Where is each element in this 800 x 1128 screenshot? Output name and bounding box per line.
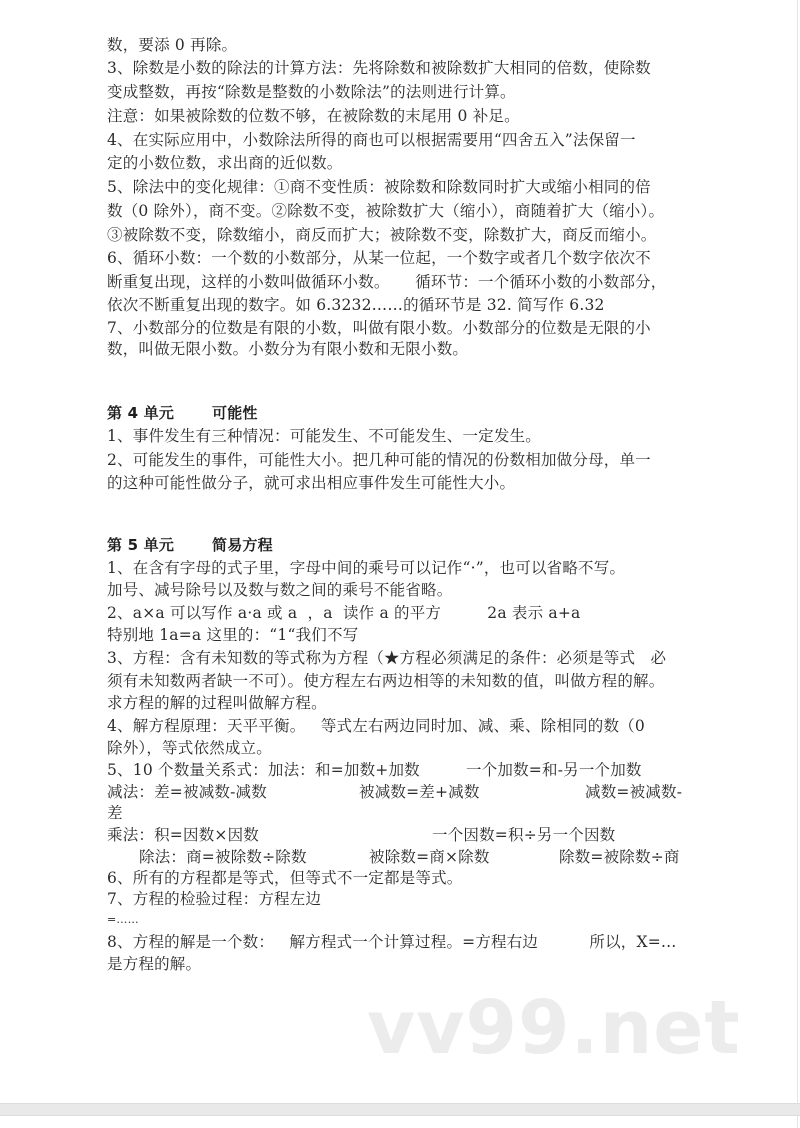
- text-line: 是方程的解。: [107, 955, 202, 973]
- relation-sub-3: 减数=被减数-: [585, 783, 683, 801]
- relation-mul-1: 乘法：积=因数×因数: [107, 826, 259, 844]
- next-page-top: [0, 1116, 798, 1128]
- text-line: 断重复出现，这样的小数叫做循环小数。 循环节：一个循环小数的小数部分，: [107, 273, 667, 291]
- relation-div-2: 被除数=商×除数: [369, 848, 490, 866]
- text-line: 4、在实际应用中，小数除法所得的商也可以根据需要用“四舍五入”法保留一: [107, 131, 636, 149]
- watermark: vv99.net: [367, 985, 741, 1071]
- relation-sub-2: 被减数=差+减数: [359, 783, 480, 801]
- relation-sub-3-wrap: 差: [107, 804, 123, 822]
- text-line: 2、可能发生的事件，可能性大小。把几种可能的情况的份数相加做分母，单一: [107, 451, 651, 469]
- text-line: ③被除数不变，除数缩小，商反而扩大；被除数不变，除数扩大，商反而缩小。: [107, 226, 657, 244]
- text-line: 除外），等式依然成立。: [107, 739, 272, 757]
- text-line: 数，要添 0 再除。: [107, 36, 238, 54]
- text-line: 须有未知数两者缺一不可）。使方程左右两边相等的未知数的值，叫做方程的解。: [107, 672, 665, 690]
- text-line: 7、小数部分的位数是有限的小数，叫做有限小数。小数部分的位数是无限的小: [107, 319, 651, 337]
- relation-div-3: 除数=被除数÷商: [559, 848, 680, 866]
- text-line: 2、a×a 可以写作 a·a 或 a ，a 读作 a 的平方 2a 表示 a+a: [107, 604, 581, 622]
- relations-div-row: [107, 847, 707, 867]
- text-line: 3、除数是小数的除法的计算方法：先将除数和被除数扩大相同的倍数，使除数: [107, 59, 651, 77]
- relations-sub-row: [107, 782, 707, 802]
- text-line: 7、方程的检验过程：方程左边: [107, 890, 322, 908]
- text-line: 特别地 1a=a 这里的：“1“我们不写: [107, 626, 359, 644]
- relations-add-row: [107, 760, 707, 780]
- relation-div-1: 除法：商=被除数÷除数: [139, 848, 307, 866]
- text-line: 6、循环小数：一个数的小数部分，从某一位起，一个数字或者几个数字依次不: [107, 249, 651, 267]
- text-line: 变成整数，再按“除数是整数的小数除法”的法则进行计算。: [107, 83, 516, 101]
- text-line: 3、方程：含有未知数的等式称为方程（★方程必须满足的条件：必须是等式 必: [107, 649, 667, 667]
- relations-mul-row: [107, 825, 707, 845]
- text-line: 的这种可能性做分子，就可求出相应事件发生可能性大小。: [107, 474, 516, 492]
- text-line: 1、事件发生有三种情况：可能发生、不可能发生、一定发生。: [107, 427, 541, 445]
- relation-add-2: 一个加数=和-另一个加数: [466, 761, 642, 779]
- relation-sub-1: 减法：差=被减数-减数: [107, 783, 267, 801]
- text-line: 数（0 除外），商不变。②除数不变，被除数扩大（缩小），商随着扩大（缩小）。: [107, 202, 665, 220]
- text-line: 加号、减号除号以及数与数之间的乘号不能省略。: [107, 581, 453, 599]
- text-line: 4、解方程原理：天平平衡。 等式左右两边同时加、减、乘、除相同的数（0: [107, 717, 645, 735]
- text-line: 1、在含有字母的式子里，字母中间的乘号可以记作“·”，也可以省略不写。: [107, 559, 626, 577]
- text-line: 依次不断重复出现的数字。如 6.3232……的循环节是 32. 简写作 6.32: [107, 296, 605, 314]
- text-line: 数，叫做无限小数。小数分为有限小数和无限小数。: [107, 340, 469, 358]
- text-line: 求方程的解的过程叫做解方程。: [107, 694, 327, 712]
- relation-add-1: 5、10 个数量关系式：加法：和=加数+加数: [107, 761, 420, 779]
- text-line: 5、除法中的变化规律：①商不变性质：被除数和除数同时扩大或缩小相同的倍: [107, 178, 651, 196]
- text-line: =……: [107, 913, 139, 926]
- relation-mul-2: 一个因数=积÷另一个因数: [432, 826, 616, 844]
- text-line: 定的小数位数，求出商的近似数。: [107, 154, 343, 172]
- unit4-heading: 第 4 单元 可能性: [107, 404, 258, 422]
- text-line: 注意：如果被除数的位数不够，在被除数的末尾用 0 补足。: [107, 107, 520, 125]
- unit5-heading: 第 5 单元 简易方程: [107, 536, 273, 554]
- page-separator: [0, 1103, 800, 1116]
- text-line: 8、方程的解是一个数： 解方程式一个计算过程。=方程右边 所以，X=…: [107, 933, 677, 951]
- text-line: 6、所有的方程都是等式，但等式不一定都是等式。: [107, 869, 463, 887]
